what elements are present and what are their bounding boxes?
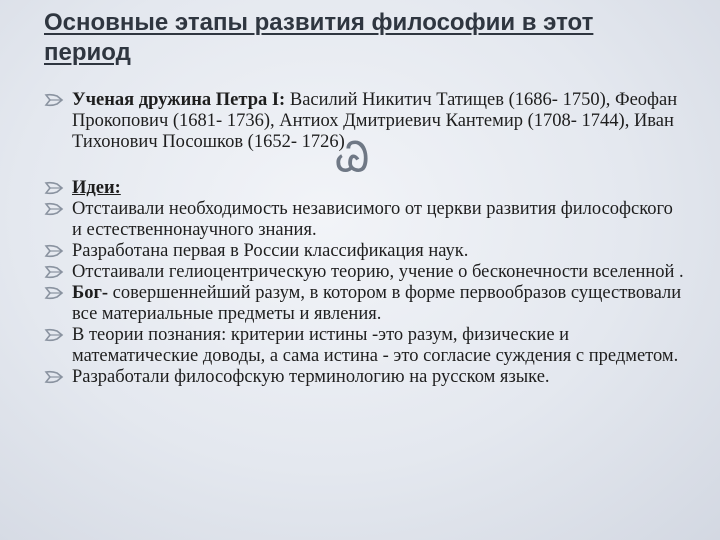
item-text: Разработана первая в России классификация наук.	[72, 241, 469, 261]
list-item	[44, 325, 684, 367]
list-item	[44, 367, 684, 388]
list-item-intro	[44, 90, 684, 153]
decorative-logo-icon: Ꮚ	[336, 135, 370, 180]
bullet-icon	[44, 264, 66, 280]
bullet-icon	[44, 285, 66, 301]
ideas-heading: Идеи:	[72, 178, 121, 198]
bullet-icon	[44, 201, 66, 217]
item-text: Отстаивали необходимость независимого от церкви развития философского и естественнонаучного знания.	[72, 199, 673, 240]
bullet-icon	[44, 92, 66, 108]
item-text: Разработали философскую терминологию на русском языке.	[72, 367, 550, 387]
item-bold: Бог-	[72, 283, 109, 303]
list-item	[44, 283, 684, 325]
intro-text: Василий Никитич Татищев (1686- 1750), Феофан Прокопович (1681- 1736), Антиох Дмитриевич Кантемир (1708- 1744), Иван Тихонович Посошков (1652- 1726)	[72, 90, 678, 152]
intro-bold: Ученая дружина Петра I:	[72, 90, 286, 110]
list-item	[44, 262, 684, 283]
item-text: В теории познания: критерии истины -это разум, физические и математические доводы, а сама истина - это согласие суждения с предметом.	[72, 325, 679, 366]
list-item	[44, 199, 684, 241]
bullet-icon	[44, 180, 66, 196]
bullet-icon	[44, 369, 66, 385]
slide-title: Основные этапы развития философии в этот период	[44, 9, 594, 66]
item-text: совершеннейший разум, в котором в форме первообразов существовали все материальные предметы и явления.	[72, 283, 682, 324]
bullet-icon	[44, 243, 66, 259]
slide-content	[44, 90, 684, 388]
list-item	[44, 241, 684, 262]
list-item-ideas-heading	[44, 178, 684, 199]
item-text: Отстаивали гелиоцентрическую теорию, учение о бесконечности вселенной .	[72, 262, 684, 282]
bullet-icon	[44, 327, 66, 343]
